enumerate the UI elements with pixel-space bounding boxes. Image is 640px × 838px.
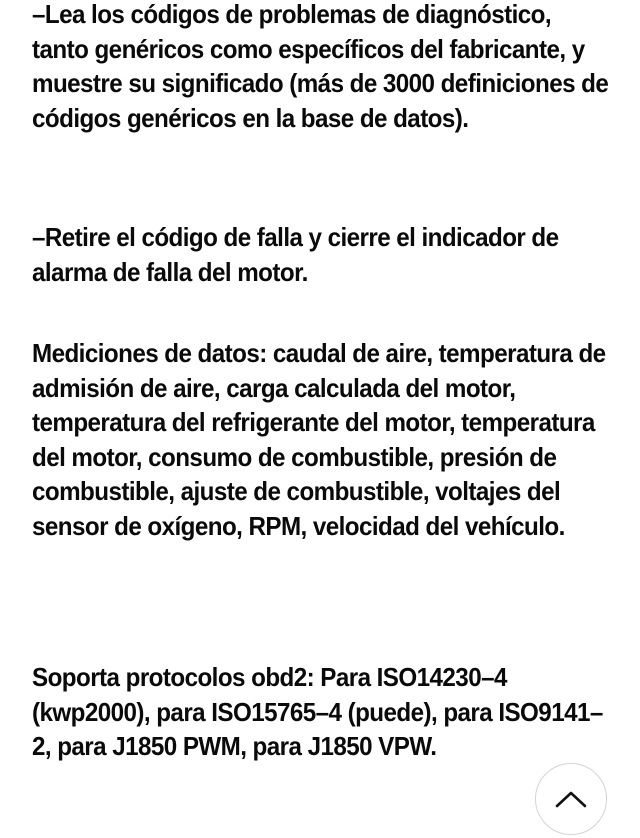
paragraph-supported-protocols: Soporta protocolos obd2: Para ISO14230–4 (kwp2000), para ISO15765–4 (puede), para ISO9141–2, para J1850 PWM, para J1850 VPW. <box>32 662 603 761</box>
chevron-up-icon <box>554 789 588 809</box>
paragraph-read-codes: –Lea los códigos de problemas de diagnóstico, tanto genéricos como específicos del fabricante, y muestre su significado (más de 3000 definiciones de códigos genéricos en la base de datos). <box>32 0 609 133</box>
scroll-to-top-button[interactable] <box>535 763 607 835</box>
paragraph-data-measurements: Mediciones de datos: caudal de aire, temperatura de admisión de aire, carga calculada del motor, temperatura del refrigerante del motor, temperatura del motor, consumo de combustible, presión de combustible, ajuste de combustible, voltajes del sensor de oxígeno, RPM, velocidad del vehículo. <box>32 338 606 541</box>
paragraph-clear-codes: –Retire el código de falla y cierre el indicador de alarma de falla del motor. <box>32 222 559 287</box>
